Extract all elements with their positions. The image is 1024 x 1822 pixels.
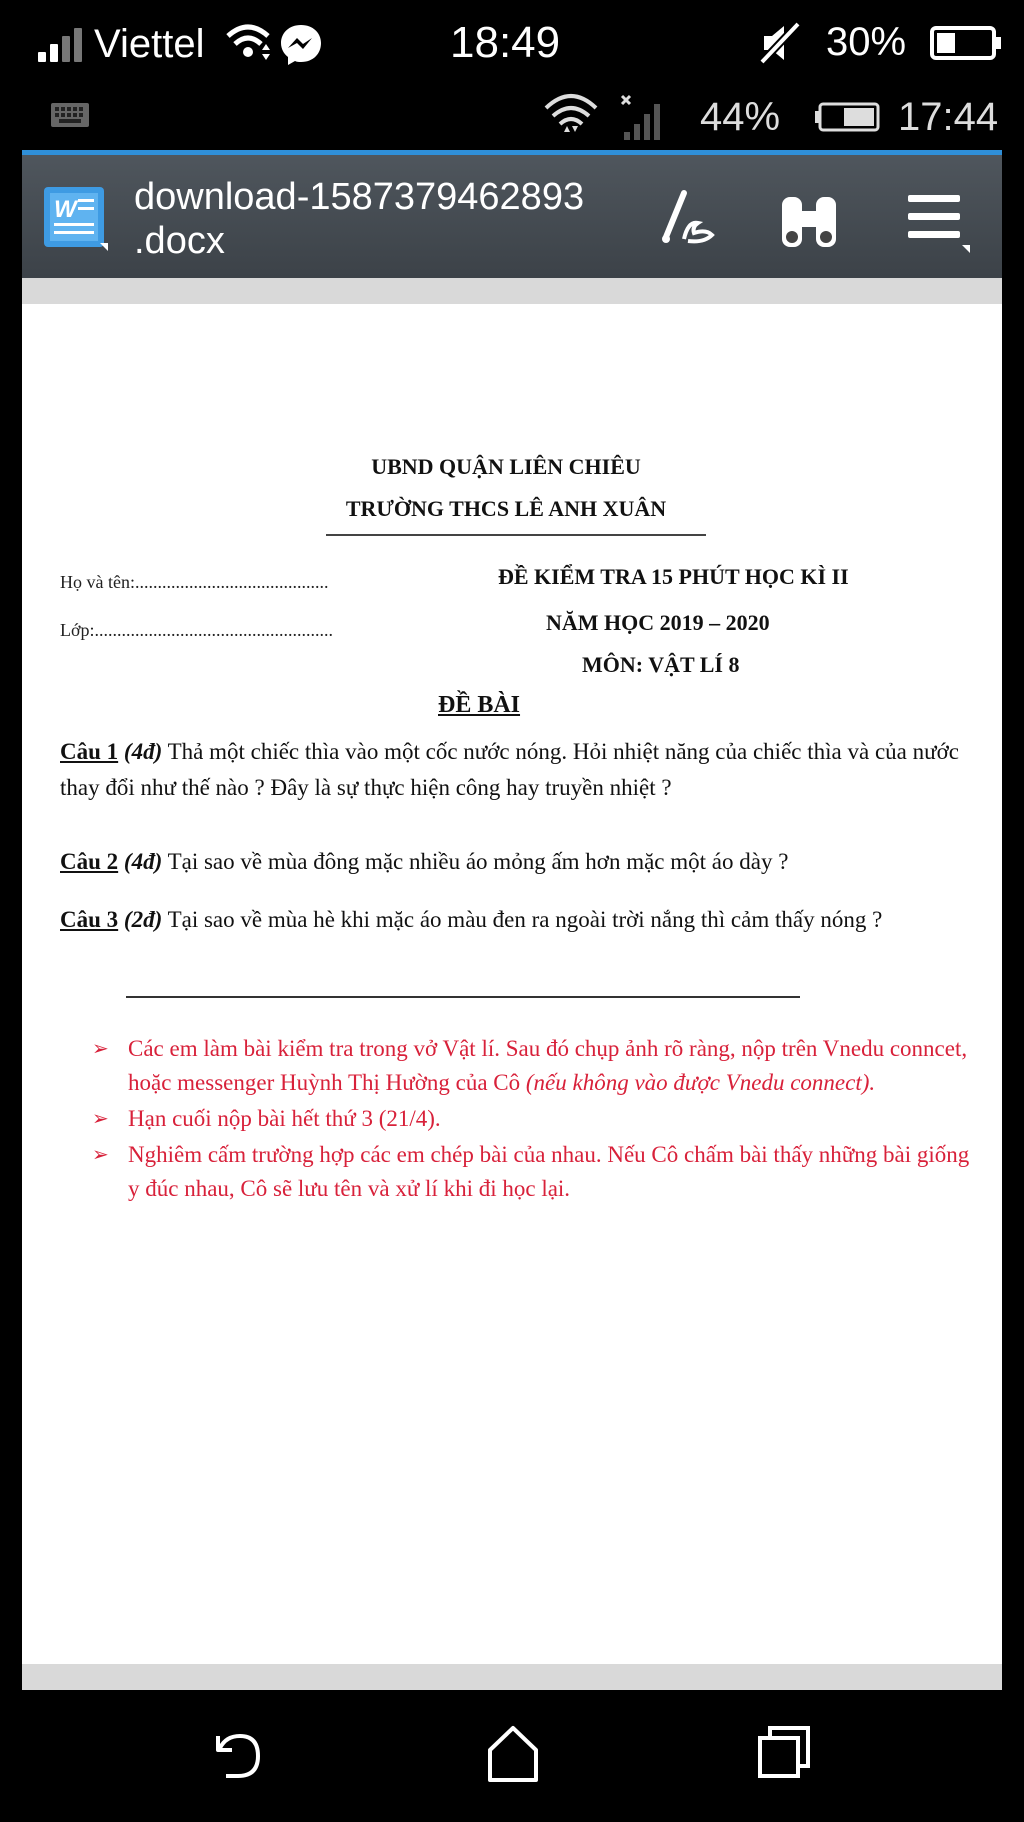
name-field: Họ và tên:........................................... — [60, 572, 329, 592]
question-points: (4đ) — [123, 849, 163, 874]
cell-signal-icon — [38, 28, 88, 62]
pen-icon[interactable] — [654, 187, 720, 253]
list-item — [92, 1032, 972, 1100]
status-time: 17:44 — [898, 95, 999, 139]
carrier-name: Viettel — [94, 22, 205, 66]
binoculars-icon[interactable] — [778, 189, 840, 251]
note-text: Nghiêm cấm trường hợp các em chép bài của nhau. Nếu Cô chấm bài thấy những bài giống y đúc nhau, Cô sẽ lưu tên và xử lí khi đi học lại. — [128, 1142, 970, 1201]
subject: MÔN: VẬT LÍ 8 — [582, 652, 740, 677]
note-text: Các em làm bài kiểm tra trong vở Vật lí. Sau đó chụp ảnh rõ ràng, nộp trên Vnedu conncet, hoặc messenger Huỳnh Thị Hường của Cô — [128, 1036, 968, 1095]
keyboard-icon — [50, 102, 90, 128]
wifi-icon — [542, 88, 600, 142]
header-underline — [326, 534, 706, 536]
question-3 — [60, 902, 960, 938]
screenshot-status-bar — [22, 82, 1002, 150]
recent-apps-icon[interactable] — [756, 1724, 812, 1780]
battery-percent: 30% — [826, 20, 907, 64]
document-page — [22, 304, 1002, 1664]
hamburger-menu-icon[interactable] — [904, 189, 970, 253]
bullet-arrow-icon: ➢ — [92, 1038, 109, 1060]
file-name-line2: .docx — [134, 220, 225, 262]
mute-icon — [756, 20, 802, 66]
status-time: 18:49 — [450, 18, 561, 67]
question-2 — [60, 844, 960, 880]
question-points: (4đ) — [123, 739, 163, 764]
battery-icon — [814, 102, 880, 132]
header-district: UBND QUẬN LIÊN CHIÊU — [371, 454, 641, 479]
separator-line — [126, 996, 800, 998]
question-1 — [60, 734, 960, 806]
bullet-arrow-icon: ➢ — [92, 1144, 109, 1166]
home-icon[interactable] — [486, 1724, 540, 1784]
cell-signal-icon — [618, 92, 668, 142]
question-label: Câu 1 — [60, 739, 119, 764]
messenger-icon — [278, 22, 324, 68]
question-text: Thả một chiếc thìa vào một cốc nước nóng. Hỏi nhiệt năng của chiếc thìa và của nước thay đổi như thế nào ? Đây là sự thực hiện công hay truyền nhiệt ? — [60, 739, 959, 800]
question-text: Tại sao về mùa đông mặc nhiều áo mỏng ấm hơn mặc một áo dày ? — [167, 849, 789, 874]
instructions-list — [92, 1032, 972, 1208]
file-name — [134, 175, 624, 263]
question-text: Tại sao về mùa hè khi mặc áo màu đen ra ngoài trời nắng thì cảm thấy nóng ? — [167, 907, 883, 932]
question-label: Câu 3 — [60, 907, 119, 932]
document-viewport[interactable] — [22, 278, 1002, 1690]
phone-status-bar — [0, 0, 1024, 82]
bullet-arrow-icon: ➢ — [92, 1108, 109, 1130]
navigation-bar — [0, 1690, 1024, 1822]
battery-percent: 44% — [700, 95, 781, 139]
question-points: (2đ) — [123, 907, 163, 932]
word-icon[interactable] — [42, 185, 108, 251]
note-italic: (nếu không vào được Vnedu connect). — [525, 1070, 876, 1095]
svg-text:W: W — [54, 196, 77, 223]
section-title: ĐỀ BÀI — [438, 692, 521, 718]
document-toolbar — [22, 150, 1002, 278]
exam-title: ĐỀ KIỂM TRA 15 PHÚT HỌC KÌ II — [498, 564, 849, 589]
question-label: Câu 2 — [60, 849, 119, 874]
wifi-icon — [224, 20, 272, 64]
list-item — [92, 1138, 972, 1206]
list-item — [92, 1102, 972, 1136]
back-icon[interactable] — [210, 1726, 266, 1782]
note-text: Hạn cuối nộp bài hết thứ 3 (21/4). — [128, 1106, 441, 1131]
battery-icon — [930, 26, 1002, 60]
class-field: Lớp:..................................................... — [60, 620, 334, 640]
header-school: TRƯỜNG THCS LÊ ANH XUÂN — [345, 496, 667, 521]
file-name-line1: download-1587379462893 — [134, 176, 585, 218]
school-year: NĂM HỌC 2019 – 2020 — [546, 610, 770, 635]
